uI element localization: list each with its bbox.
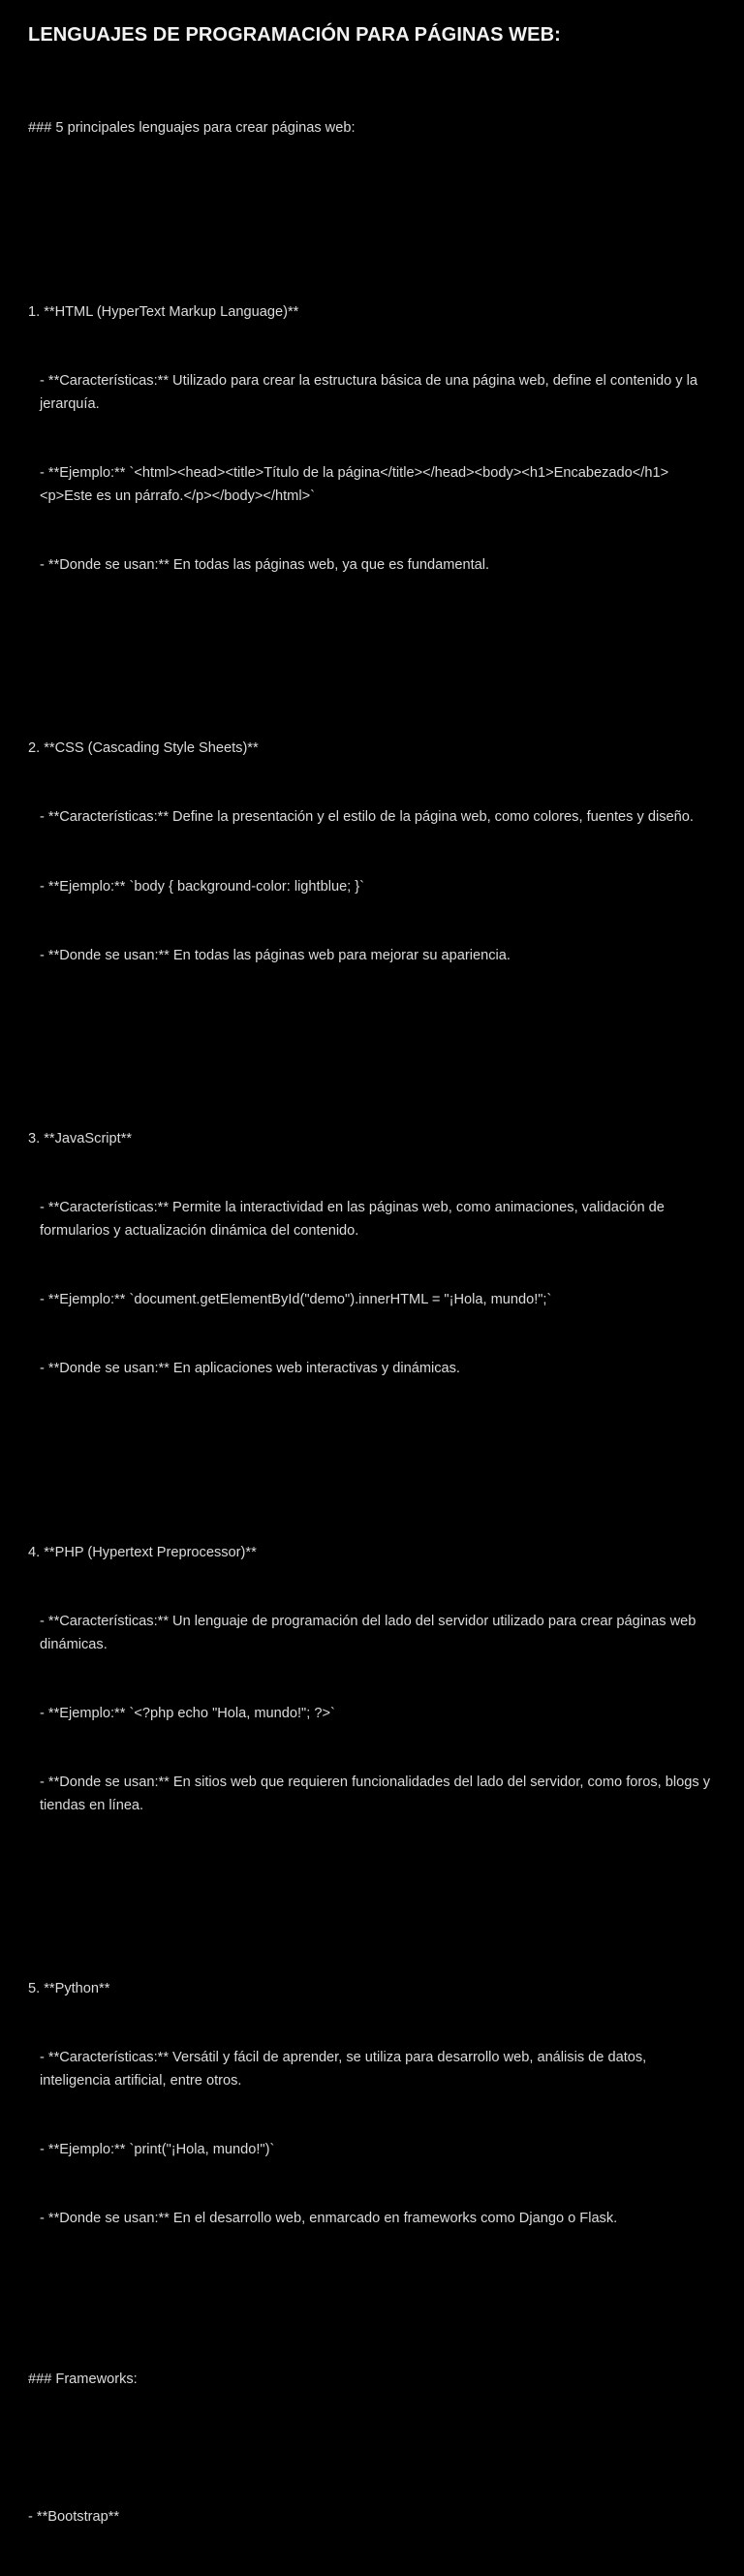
spacer <box>28 2437 716 2461</box>
language-heading-css: 2. **CSS (Cascading Style Sheets)** <box>28 740 259 757</box>
language-heading-javascript: 3. **JavaScript** <box>28 1131 133 1147</box>
page-title: LENGUAJES DE PROGRAMACIÓN PARA PÁGINAS WEB: <box>28 24 561 46</box>
language-donde-php: - **Donde se usan:** En sitios web que requieren funcionalidades del lado del servidor, como foros, blogs y tiendas en línea. <box>40 1774 715 1813</box>
document-body <box>28 72 716 2576</box>
language-heading-python: 5. **Python** <box>28 1981 110 1997</box>
language-caracteristicas-html: - **Características:** Utilizado para crear la estructura básica de una página web, define el contenido y la jerarquía. <box>40 373 702 412</box>
language-donde-python: - **Donde se usan:** En el desarrollo web, enmarcado en frameworks como Django o Flask. <box>40 2211 618 2227</box>
frameworks-heading: ### Frameworks: <box>28 2372 138 2388</box>
language-caracteristicas-css: - **Características:** Define la presentación y el estilo de la página web, como colores, fuentes y diseño. <box>40 809 694 826</box>
spacer <box>28 1864 716 1887</box>
spacer <box>28 2277 716 2300</box>
intro-heading: ### 5 principales lenguajes para crear páginas web: <box>28 120 356 137</box>
spacer <box>28 1427 716 1450</box>
language-donde-javascript: - **Donde se usan:** En aplicaciones web interactivas y dinámicas. <box>40 1361 460 1377</box>
spacer <box>28 187 716 210</box>
language-ejemplo-css: - **Ejemplo:** `body { background-color: lightblue; }` <box>40 878 365 895</box>
framework-item-bootstrap: - **Bootstrap** <box>28 2509 120 2526</box>
language-donde-html: - **Donde se usan:** En todas las páginas web, ya que es fundamental. <box>40 556 490 573</box>
language-ejemplo-javascript: - **Ejemplo:** `document.getElementById("demo").innerHTML = "¡Hola, mundo!";` <box>40 1292 552 1308</box>
language-heading-html: 1. **HTML (HyperText Markup Language)** <box>28 304 299 321</box>
language-caracteristicas-python: - **Características:** Versátil y fácil de aprender, se utiliza para desarrollo web, análisis de datos, inteligencia artificial, entre otros. <box>40 2050 651 2089</box>
language-donde-css: - **Donde se usan:** En todas las páginas web para mejorar su apariencia. <box>40 947 511 963</box>
language-caracteristicas-javascript: - **Características:** Permite la interactividad en las páginas web, como animaciones, validación de formularios y actualización dinámica del contenido. <box>40 1200 668 1240</box>
language-ejemplo-php: - **Ejemplo:** `<?php echo "Hola, mundo!"; ?>` <box>40 1705 335 1721</box>
language-ejemplo-html: - **Ejemplo:** `<html><head><title>Título de la página</title></head><body><h1>Encabezado</h1><p>Este es un párrafo.</p></body></html>` <box>40 464 669 504</box>
language-caracteristicas-php: - **Características:** Un lenguaje de programación del lado del servidor utilizado para crear páginas web dinámicas. <box>40 1614 700 1652</box>
language-heading-php: 4. **PHP (Hypertext Preprocessor)** <box>28 1544 257 1560</box>
language-ejemplo-python: - **Ejemplo:** `print("¡Hola, mundo!")` <box>40 2142 275 2158</box>
spacer <box>28 623 716 646</box>
spacer <box>28 1014 716 1037</box>
